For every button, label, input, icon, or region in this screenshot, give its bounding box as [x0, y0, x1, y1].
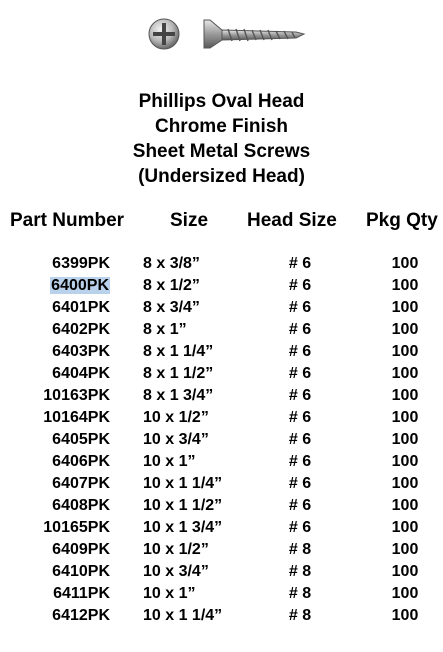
head-size-cell: # 6	[288, 387, 312, 404]
pkg-qty-cell: 100	[391, 343, 419, 360]
part-number-cell[interactable]: 6407PK	[52, 475, 110, 492]
head-size-cell: # 6	[288, 277, 312, 294]
pkg-qty-cell: 100	[391, 607, 419, 624]
table-row	[0, 473, 443, 495]
pkg-qty-cell: 100	[391, 431, 419, 448]
head-size-cell: # 8	[288, 563, 312, 580]
size-cell: 10 x 1 3/4”	[143, 519, 223, 536]
size-cell: 8 x 1 3/4”	[143, 387, 214, 404]
part-number-cell[interactable]: 6408PK	[52, 497, 110, 514]
part-number-cell[interactable]: 6404PK	[52, 365, 110, 382]
parts-table	[0, 253, 443, 627]
head-size-cell: # 8	[288, 585, 312, 602]
table-row	[0, 341, 443, 363]
head-size-cell: # 6	[288, 255, 312, 272]
head-size-cell: # 6	[288, 409, 312, 426]
table-row	[0, 451, 443, 473]
pkg-qty-cell: 100	[391, 475, 419, 492]
table-row	[0, 297, 443, 319]
part-number-cell[interactable]: 6402PK	[52, 321, 110, 338]
size-cell: 8 x 1/2”	[143, 277, 200, 294]
table-row	[0, 275, 443, 297]
title-line-2: Chrome Finish	[154, 116, 288, 137]
part-number-cell[interactable]: 6412PK	[52, 607, 110, 624]
head-size-cell: # 6	[288, 475, 312, 492]
part-number-cell[interactable]: 6409PK	[52, 541, 110, 558]
pkg-qty-cell: 100	[391, 497, 419, 514]
head-size-cell: # 6	[288, 365, 312, 382]
part-number-cell[interactable]	[0, 275, 110, 297]
title-line-3: Sheet Metal Screws	[132, 141, 311, 162]
column-header-pkg-qty: Pkg Qty	[366, 210, 438, 231]
table-row	[0, 253, 443, 275]
part-number-cell[interactable]: 6411PK	[53, 585, 110, 602]
page-title	[0, 89, 443, 189]
table-row	[0, 517, 443, 539]
column-header-part-number: Part Number	[10, 210, 125, 231]
table-row	[0, 561, 443, 583]
screw-head-icon	[149, 19, 179, 49]
table-row	[0, 319, 443, 341]
part-number-cell[interactable]: 10164PK	[43, 409, 110, 426]
part-number-cell[interactable]: 6410PK	[52, 563, 110, 580]
size-cell: 8 x 1”	[143, 321, 187, 338]
size-cell: 8 x 3/8”	[143, 255, 200, 272]
head-size-cell: # 6	[288, 321, 312, 338]
head-size-cell: # 6	[288, 519, 312, 536]
pkg-qty-cell: 100	[391, 585, 419, 602]
pkg-qty-cell: 100	[391, 255, 419, 272]
pkg-qty-cell: 100	[391, 563, 419, 580]
screw-side-icon	[204, 20, 304, 48]
part-number-cell[interactable]: 10165PK	[43, 519, 110, 536]
table-row	[0, 539, 443, 561]
table-row	[0, 583, 443, 605]
size-cell: 10 x 1 1/4”	[143, 475, 223, 492]
table-row	[0, 363, 443, 385]
pkg-qty-cell: 100	[391, 365, 419, 382]
pkg-qty-cell: 100	[391, 299, 419, 316]
head-size-cell: # 6	[288, 343, 312, 360]
screw-illustration	[146, 10, 306, 58]
head-size-cell: # 6	[288, 453, 312, 470]
part-number-cell[interactable]: 6405PK	[52, 431, 110, 448]
size-cell: 8 x 3/4”	[143, 299, 200, 316]
table-row	[0, 407, 443, 429]
head-size-cell: # 8	[288, 541, 312, 558]
pkg-qty-cell: 100	[391, 453, 419, 470]
title-line-1: Phillips Oval Head	[138, 91, 305, 112]
head-size-cell: # 6	[288, 299, 312, 316]
pkg-qty-cell: 100	[391, 277, 419, 294]
table-row	[0, 605, 443, 627]
size-cell: 10 x 1/2”	[143, 409, 209, 426]
size-cell: 10 x 3/4”	[143, 431, 209, 448]
table-row	[0, 495, 443, 517]
size-cell: 10 x 1/2”	[143, 541, 209, 558]
table-row	[0, 385, 443, 407]
pkg-qty-cell: 100	[391, 321, 419, 338]
size-cell: 10 x 1”	[143, 585, 196, 602]
size-cell: 10 x 1 1/4”	[143, 607, 223, 624]
pkg-qty-cell: 100	[391, 387, 419, 404]
head-size-cell: # 6	[288, 497, 312, 514]
part-number-cell[interactable]: 6403PK	[52, 343, 110, 360]
part-number-cell[interactable]: 6399PK	[52, 255, 110, 272]
column-header-head-size: Head Size	[247, 210, 337, 231]
part-number-cell[interactable]: 10163PK	[43, 387, 110, 404]
part-number-cell[interactable]: 6406PK	[52, 453, 110, 470]
table-row	[0, 429, 443, 451]
pkg-qty-cell: 100	[391, 519, 419, 536]
head-size-cell: # 8	[288, 607, 312, 624]
size-cell: 8 x 1 1/4”	[143, 343, 214, 360]
selected-text-highlight[interactable]: 6400PK	[51, 277, 109, 294]
size-cell: 10 x 1 1/2”	[143, 497, 223, 514]
pkg-qty-cell: 100	[391, 409, 419, 426]
column-header-size: Size	[170, 210, 209, 231]
pkg-qty-cell: 100	[391, 541, 419, 558]
size-cell: 10 x 3/4”	[143, 563, 209, 580]
title-line-4: (Undersized Head)	[138, 166, 305, 187]
size-cell: 8 x 1 1/2”	[143, 365, 214, 382]
size-cell: 10 x 1”	[143, 453, 196, 470]
part-number-cell[interactable]: 6401PK	[52, 299, 110, 316]
head-size-cell: # 6	[288, 431, 312, 448]
